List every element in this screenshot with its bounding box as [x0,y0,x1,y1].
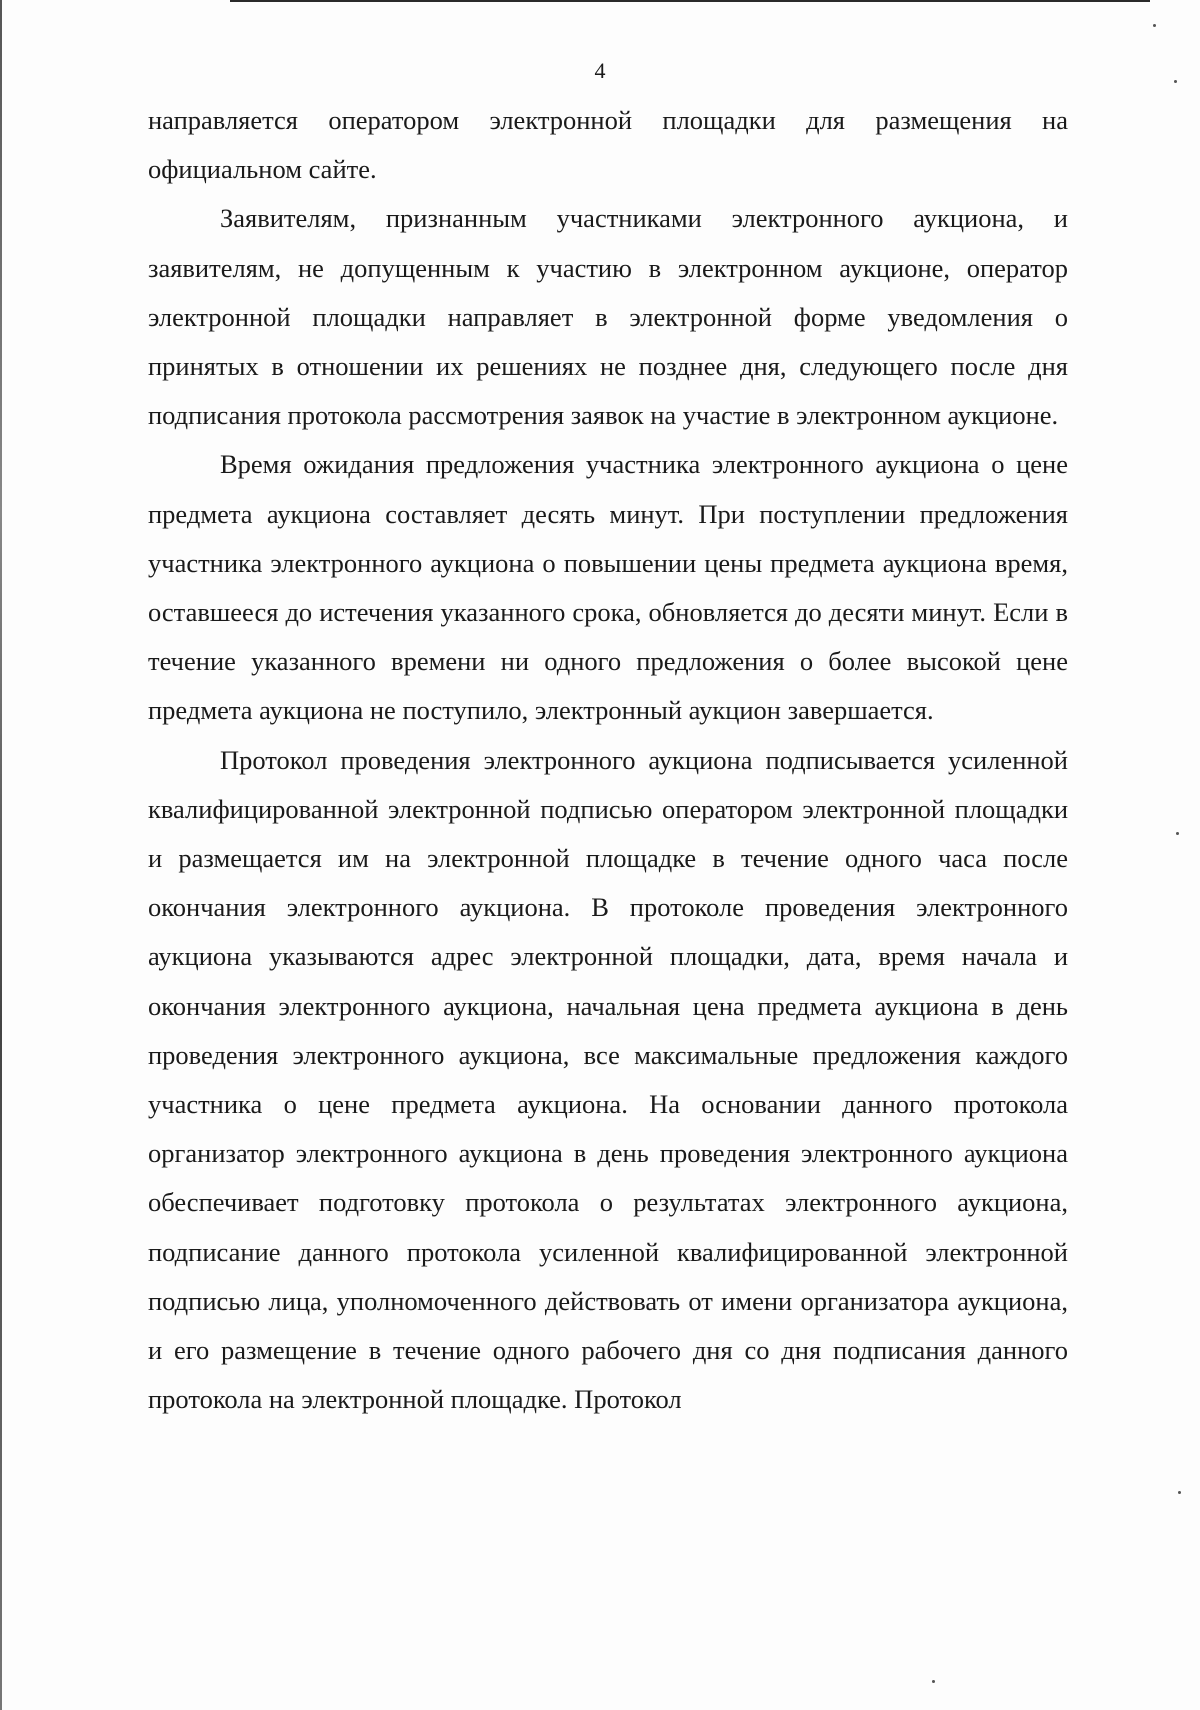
paragraph-continuation: направляется оператором электронной площадки для размещения на официальном сайте. [148,105,1068,185]
scan-left-edge [0,0,2,1710]
paragraph-auction-protocol: Протокол проведения электронного аукциона подписывается усиленной квалифицированной электронной подписью оператором электронной площадки и размещается им на электронной площадке в течение одного часа после окончания электронного аукциона. В протоколе проведения электронного аукциона указываются адрес электронной площадки, дата, время начала и окончания электронного аукциона, начальная цена предмета аукциона в день проведения электронного аукциона, все максимальные предложения каждого участника о цене предмета аукциона. На основании данного протокола организатор электронного аукциона в день проведения электронного аукциона обеспечивает подготовку протокола о результатах электронного аукциона, подписание данного протокола усиленной квалифицированной электронной подписью лица, уполномоченного действовать от имени организатора аукциона, и его размещение в течение одного рабочего дня со дня подписания данного протокола на электронной площадке. Протокол [148,744,1068,1415]
page-number: 4 [594,58,606,83]
scan-speck [1153,24,1156,27]
scan-speck [1174,80,1177,83]
paragraph-notifications: Заявителям, признанным участниками электронного аукциона, и заявителям, не допущенным к участию в электронном аукционе, оператор электронной площадки направляет в электронной форме уведомления о принятых в отношении их решениях не позднее дня, следующего после дня подписания протокола рассмотрения заявок на участие в электронном аукционе. [148,203,1068,431]
scan-speck [1178,1491,1181,1494]
document-body [148,96,1068,1424]
paragraph-bid-wait-time: Время ожидания предложения участника электронного аукциона о цене предмета аукциона составляет десять минут. При поступлении предложения участника электронного аукциона о повышении цены предмета аукциона время, оставшееся до истечения указанного срока, обновляется до десяти минут. Если в течение указанного времени ни одного предложения о более высокой цене предмета аукциона не поступило, электронный аукцион завершается. [148,449,1068,726]
scan-speck [932,1680,935,1683]
scan-top-border [230,0,1150,2]
scan-speck [1176,832,1179,835]
